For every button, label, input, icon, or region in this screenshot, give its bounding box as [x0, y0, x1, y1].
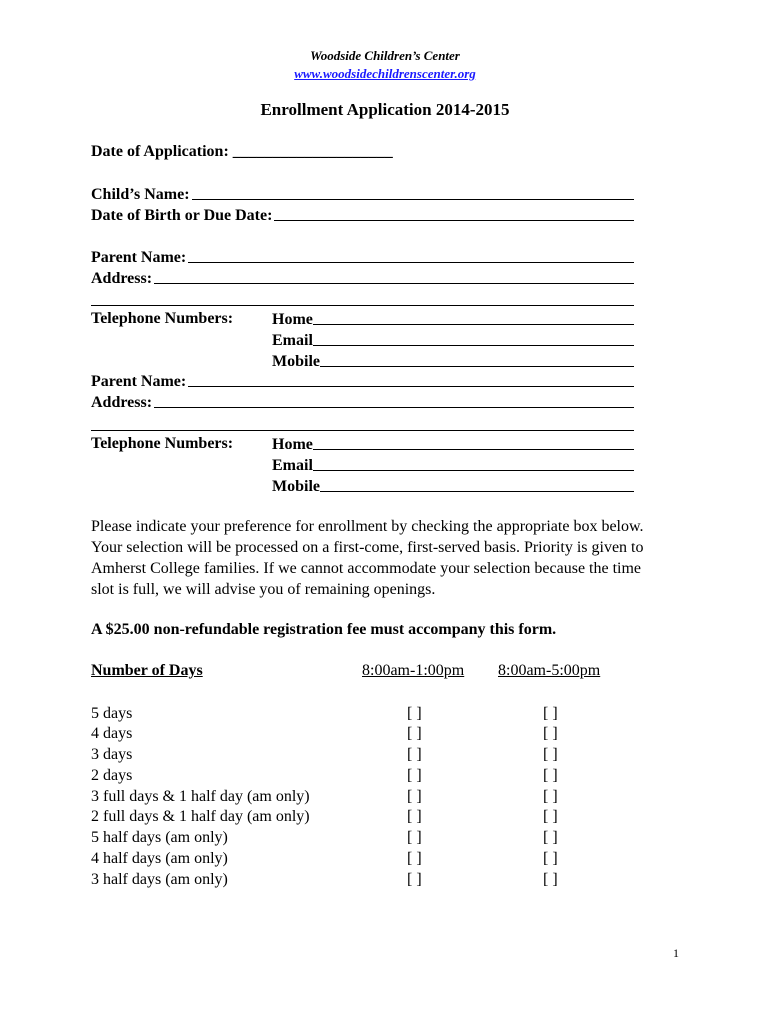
parent1-address-line2[interactable]: [91, 305, 634, 306]
parent2-mobile-blank[interactable]: [320, 491, 634, 492]
checkbox-morning[interactable]: [ ]: [407, 725, 422, 742]
parent1-home-label: Home: [272, 311, 313, 328]
page-number: 1: [673, 946, 679, 960]
fee-notice: A $25.00 non-refundable registration fee must accompany this form.: [91, 621, 557, 638]
checkbox-morning[interactable]: [ ]: [407, 829, 422, 846]
parent1-home-blank[interactable]: [313, 324, 634, 325]
website-link[interactable]: www.woodsidechildrenscenter.org: [294, 66, 476, 81]
option-label: 3 half days (am only): [91, 871, 228, 888]
header-number-of-days: Number of Days: [91, 662, 203, 679]
childs-name-blank[interactable]: [192, 199, 634, 200]
option-label: 4 half days (am only): [91, 850, 228, 867]
option-row: [91, 746, 611, 767]
option-label: 2 full days & 1 half day (am only): [91, 808, 310, 825]
option-row: [91, 767, 611, 788]
date-of-birth-field[interactable]: [91, 204, 634, 225]
parent2-home-field[interactable]: [272, 433, 634, 454]
option-row: [91, 829, 611, 850]
checkbox-morning[interactable]: [ ]: [407, 746, 422, 763]
checkbox-full-day[interactable]: [ ]: [543, 829, 558, 846]
checkbox-full-day[interactable]: [ ]: [543, 705, 558, 722]
childs-name-field[interactable]: [91, 183, 634, 204]
parent1-mobile-label: Mobile: [272, 353, 320, 370]
parent2-home-blank[interactable]: [313, 449, 634, 450]
parent1-mobile-field[interactable]: [272, 350, 634, 371]
date-of-birth-label: Date of Birth or Due Date:: [91, 207, 273, 224]
header-full-day-slot: 8:00am-5:00pm: [498, 662, 601, 679]
checkbox-full-day[interactable]: [ ]: [543, 767, 558, 784]
checkbox-full-day[interactable]: [ ]: [543, 788, 558, 805]
parent1-email-field[interactable]: [272, 329, 634, 350]
parent2-address-label: Address:: [91, 394, 153, 411]
option-label: 3 full days & 1 half day (am only): [91, 788, 310, 805]
checkbox-full-day[interactable]: [ ]: [543, 725, 558, 742]
parent2-name-field[interactable]: [91, 370, 634, 391]
option-row: [91, 725, 611, 746]
parent1-email-label: Email: [272, 332, 313, 349]
checkbox-full-day[interactable]: [ ]: [543, 871, 558, 888]
option-label: 5 half days (am only): [91, 829, 228, 846]
parent1-name-blank[interactable]: [188, 262, 634, 263]
parent1-home-field[interactable]: [272, 308, 634, 329]
parent2-email-field[interactable]: [272, 454, 634, 475]
option-row: [91, 788, 611, 809]
header-morning-slot: 8:00am-1:00pm: [362, 662, 465, 679]
childs-name-label: Child’s Name:: [91, 186, 190, 203]
instructions-paragraph: Please indicate your preference for enrollment by checking the appropriate box below. Your selection will be processed on a first-come, first-served basis. Priority is given to Amherst College families. If we cannot accommodate your selection because the time slot is full, we will advise you of remaining openings.: [91, 518, 644, 598]
page-title: Enrollment Application 2014-2015: [260, 100, 510, 119]
parent1-name-field[interactable]: [91, 246, 634, 267]
parent1-mobile-blank[interactable]: [320, 366, 634, 367]
date-of-application-field[interactable]: Date of Application: ____________________: [91, 143, 393, 160]
option-row: [91, 871, 611, 892]
parent2-home-label: Home: [272, 436, 313, 453]
checkbox-morning[interactable]: [ ]: [407, 788, 422, 805]
parent2-telephone-label: Telephone Numbers:: [91, 435, 234, 452]
parent2-address-field[interactable]: [91, 391, 634, 412]
parent2-email-blank[interactable]: [313, 470, 634, 471]
option-label: 3 days: [91, 746, 133, 763]
date-of-birth-blank[interactable]: [274, 220, 634, 221]
parent1-name-label: Parent Name:: [91, 249, 187, 266]
option-label: 4 days: [91, 725, 133, 742]
checkbox-morning[interactable]: [ ]: [407, 850, 422, 867]
checkbox-full-day[interactable]: [ ]: [543, 808, 558, 825]
checkbox-morning[interactable]: [ ]: [407, 767, 422, 784]
option-row: [91, 808, 611, 829]
parent1-address-field[interactable]: [91, 267, 634, 288]
parent2-name-label: Parent Name:: [91, 373, 187, 390]
option-label: 5 days: [91, 705, 133, 722]
checkbox-morning[interactable]: [ ]: [407, 705, 422, 722]
org-name: Woodside Children’s Center: [310, 48, 460, 63]
parent1-email-blank[interactable]: [313, 345, 634, 346]
parent1-telephone-label: Telephone Numbers:: [91, 310, 234, 327]
option-row: [91, 850, 611, 871]
parent2-address-blank[interactable]: [154, 407, 634, 408]
parent2-address-line2[interactable]: [91, 430, 634, 431]
parent2-mobile-label: Mobile: [272, 478, 320, 495]
checkbox-morning[interactable]: [ ]: [407, 808, 422, 825]
parent1-address-label: Address:: [91, 270, 153, 287]
parent2-mobile-field[interactable]: [272, 475, 634, 496]
option-row: [91, 705, 611, 726]
parent1-address-blank[interactable]: [154, 283, 634, 284]
checkbox-morning[interactable]: [ ]: [407, 871, 422, 888]
checkbox-full-day[interactable]: [ ]: [543, 850, 558, 867]
parent2-email-label: Email: [272, 457, 313, 474]
parent2-name-blank[interactable]: [188, 386, 634, 387]
checkbox-full-day[interactable]: [ ]: [543, 746, 558, 763]
option-label: 2 days: [91, 767, 133, 784]
